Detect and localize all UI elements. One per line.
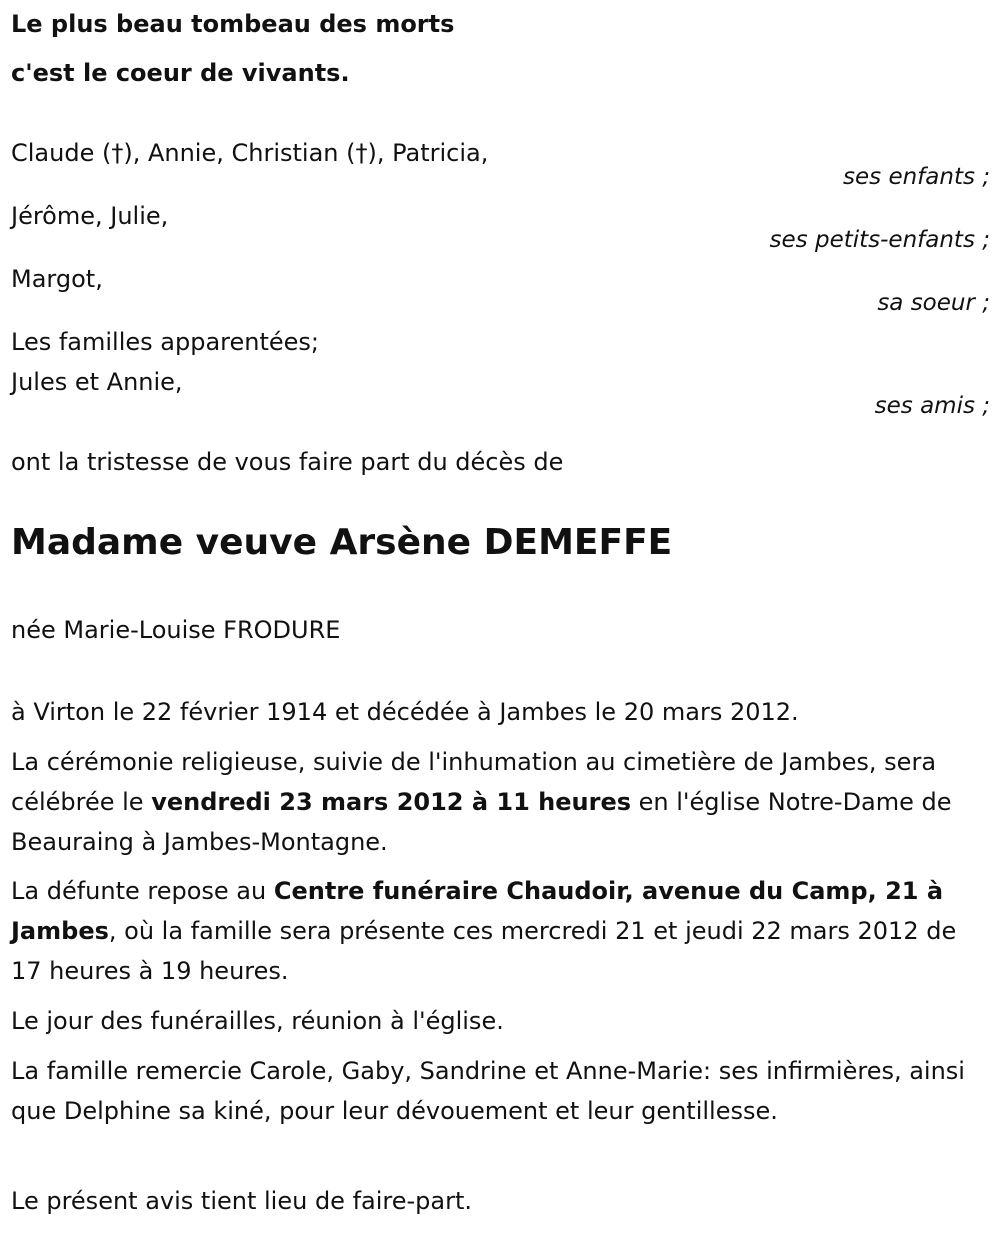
ceremony-text-post: en l'église Notre-Dame de Beauraing à Jambes-Montagne. <box>11 788 952 856</box>
repose-paragraph <box>11 871 986 991</box>
family-related-names: Les familles apparentées; <box>11 328 320 356</box>
ceremony-date: vendredi 23 mars 2012 à 11 heures <box>151 788 632 816</box>
repose-text-post: , où la famille sera présente ces mercredi 21 et jeudi 22 mars 2012 de 17 heures à 19 heures. <box>11 917 957 985</box>
family-sister-relation: sa soeur ; <box>877 290 990 316</box>
deceased-name: Madame veuve Arsène DEMEFFE <box>11 522 673 563</box>
family-children-relation: ses enfants ; <box>843 164 990 190</box>
ceremony-text-pre: La cérémonie religieuse, suivie de l'inhumation au cimetière de Jambes, sera célébrée le <box>11 748 937 816</box>
deceased-birth-name: née Marie-Louise FRODURE <box>11 616 341 644</box>
reunion-paragraph: Le jour des funérailles, réunion à l'église. <box>11 1007 504 1035</box>
repose-location: Centre funéraire Chaudoir, avenue du Camp, 21 à Jambes <box>11 877 944 945</box>
epitaph-line-1: Le plus beau tombeau des morts <box>11 10 455 38</box>
family-friends-names: Jules et Annie, <box>11 368 183 396</box>
announcement-text: ont la tristesse de vous faire part du décès de <box>11 448 564 476</box>
repose-text-pre: La défunte repose au <box>11 877 274 905</box>
family-children-names: Claude (†), Annie, Christian (†), Patricia, <box>11 139 489 167</box>
birth-death-paragraph: à Virton le 22 février 1914 et décédée à Jambes le 20 mars 2012. <box>11 698 799 726</box>
family-grandchildren-relation: ses petits-enfants ; <box>769 227 990 253</box>
ceremony-paragraph <box>11 742 986 862</box>
family-grandchildren-names: Jérôme, Julie, <box>11 202 169 230</box>
family-sister-names: Margot, <box>11 265 103 293</box>
family-friends-relation: ses amis ; <box>874 393 990 419</box>
epitaph-line-2: c'est le coeur de vivants. <box>11 59 350 87</box>
closing-paragraph: Le présent avis tient lieu de faire-part. <box>11 1187 473 1215</box>
thanks-paragraph: La famille remercie Carole, Gaby, Sandrine et Anne-Marie: ses infirmières, ainsi que Delphine sa kiné, pour leur dévouement et leur gentillesse. <box>11 1057 965 1125</box>
